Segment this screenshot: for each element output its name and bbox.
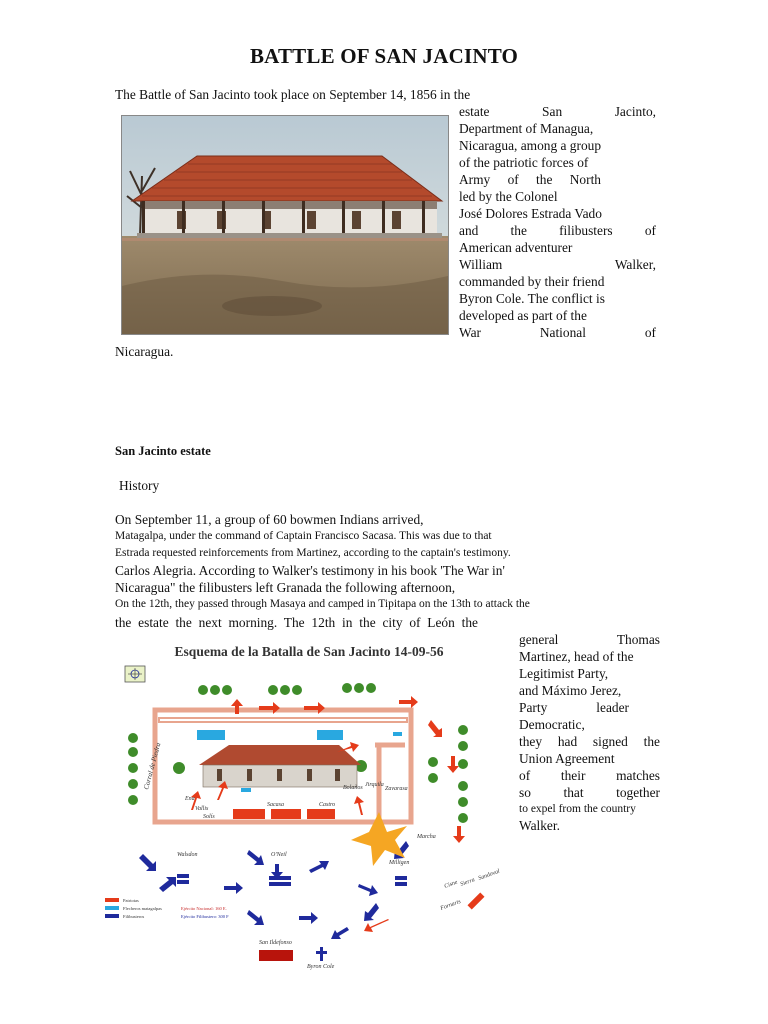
- history-side-line: to expel from the country: [519, 803, 636, 815]
- label-cisne: Cisne: [443, 879, 459, 890]
- intro-line: Nicaragua, among a group: [459, 138, 602, 153]
- intro-line: commanded by their friend: [459, 274, 605, 289]
- intro-line: Byron Cole. The conflict is: [459, 291, 605, 306]
- history-side-line: general Thomas: [519, 632, 660, 647]
- intro-side-text: [459, 103, 656, 341]
- history-line: the estate the next morning. The 12th in the city of León the: [115, 615, 478, 630]
- label-walsdon: Walsdon: [177, 852, 198, 858]
- label-vallis: Vallis: [195, 806, 209, 812]
- intro-line: War National of: [459, 325, 656, 340]
- history-side-line: Party leader: [519, 700, 629, 715]
- history-side-line: they had signed the: [519, 734, 660, 749]
- map-title: Esquema de la Batalla de San Jacinto 14-09-56: [174, 644, 444, 659]
- page-title: BATTLE OF SAN JACINTO: [249, 44, 519, 68]
- section-heading: San Jacinto estate: [115, 444, 211, 458]
- hacienda-photo: [121, 115, 449, 335]
- section-subheading: History: [119, 478, 160, 493]
- battle-map: [99, 640, 509, 970]
- map-legend: [105, 898, 229, 919]
- hacienda-sketch: [199, 745, 361, 787]
- label-bolanos: Bolaños: [343, 785, 363, 791]
- intro-end: Nicaragua.: [115, 344, 174, 359]
- corral-label: Corral de Piedra: [142, 741, 163, 791]
- history-line: On September 11, a group of 60 bowmen Indians arrived,: [115, 512, 424, 527]
- label-san-ildefonso: San Ildefonso: [259, 940, 292, 946]
- intro-line: William Walker,: [459, 257, 656, 272]
- intro-line: estate San Jacinto,: [459, 104, 656, 119]
- history-side-line: Union Agreement: [519, 751, 615, 766]
- label-sierra: Sierra: [459, 877, 476, 888]
- history-side-line: so that together: [519, 785, 660, 800]
- history-side-text: [519, 631, 660, 834]
- history-side-line: Democratic,: [519, 717, 585, 732]
- intro-line: led by the Colonel: [459, 189, 558, 204]
- history-line: Matagalpa, under the command of Captain Francisco Sacasa. This was due to that: [115, 530, 492, 542]
- intro-line: Department of Managua,: [459, 121, 594, 136]
- label-oneil: O'Neil: [271, 852, 287, 858]
- label-jirquila: Jirquila: [365, 782, 384, 788]
- label-fornaris: Fornaris: [439, 898, 462, 912]
- label-byron-cole: Byron Cole: [307, 964, 335, 970]
- history-side-line: Legitimist Party,: [519, 666, 609, 681]
- label-zavarasa: Zavarasa: [385, 786, 408, 792]
- intro-line: Army of the North: [459, 172, 601, 187]
- legend-note-national: Ejército Nacional: 160 E.: [181, 906, 227, 911]
- label-solis: Solís: [203, 814, 215, 820]
- history-line: Carlos Alegria. According to Walker's testimony in his book 'The War in': [115, 563, 505, 578]
- history-side-line: Walker.: [519, 818, 560, 833]
- history-side-line: and Máximo Jerez,: [519, 683, 622, 698]
- history-line: Nicaragua" the filibusters left Granada the following afternoon,: [115, 580, 456, 595]
- compass-icon: [125, 666, 145, 682]
- unit-labels: [177, 782, 501, 970]
- history-line: On the 12th, they passed through Masaya and camped in Tipitapa on the 13th to attack the: [115, 598, 530, 610]
- label-milligen: Milligen: [389, 860, 410, 866]
- legend-note-filibuster: Ejército Filibustero: 300 F: [181, 914, 229, 919]
- label-castro: Castro: [319, 802, 336, 808]
- intro-line: José Dolores Estrada Vado: [459, 206, 602, 221]
- legend-archers: Flecheros matagalpas: [123, 906, 162, 911]
- legend-patriots: Patriotas: [123, 898, 139, 903]
- legend-filibusters: Filibusteros: [123, 914, 145, 919]
- history-line: Estrada requested reinforcements from Martinez, according to the captain's testimony.: [115, 547, 511, 559]
- label-sacasa: Sacasa: [267, 802, 284, 808]
- intro-first-line: The Battle of San Jacinto took place on September 14, 1856 in the: [115, 87, 471, 102]
- label-sandoval: Sandoval: [477, 868, 501, 882]
- label-ena: Ena: [185, 796, 195, 802]
- history-side-line: Martinez, head of the: [519, 649, 634, 664]
- intro-line: American adventurer: [459, 240, 573, 255]
- intro-line: of the patriotic forces of: [459, 155, 589, 170]
- intro-line: and the filibusters of: [459, 223, 656, 238]
- label-marcha: Marcha: [417, 834, 436, 840]
- intro-line: developed as part of the: [459, 308, 587, 323]
- history-side-line: of their matches: [519, 768, 660, 783]
